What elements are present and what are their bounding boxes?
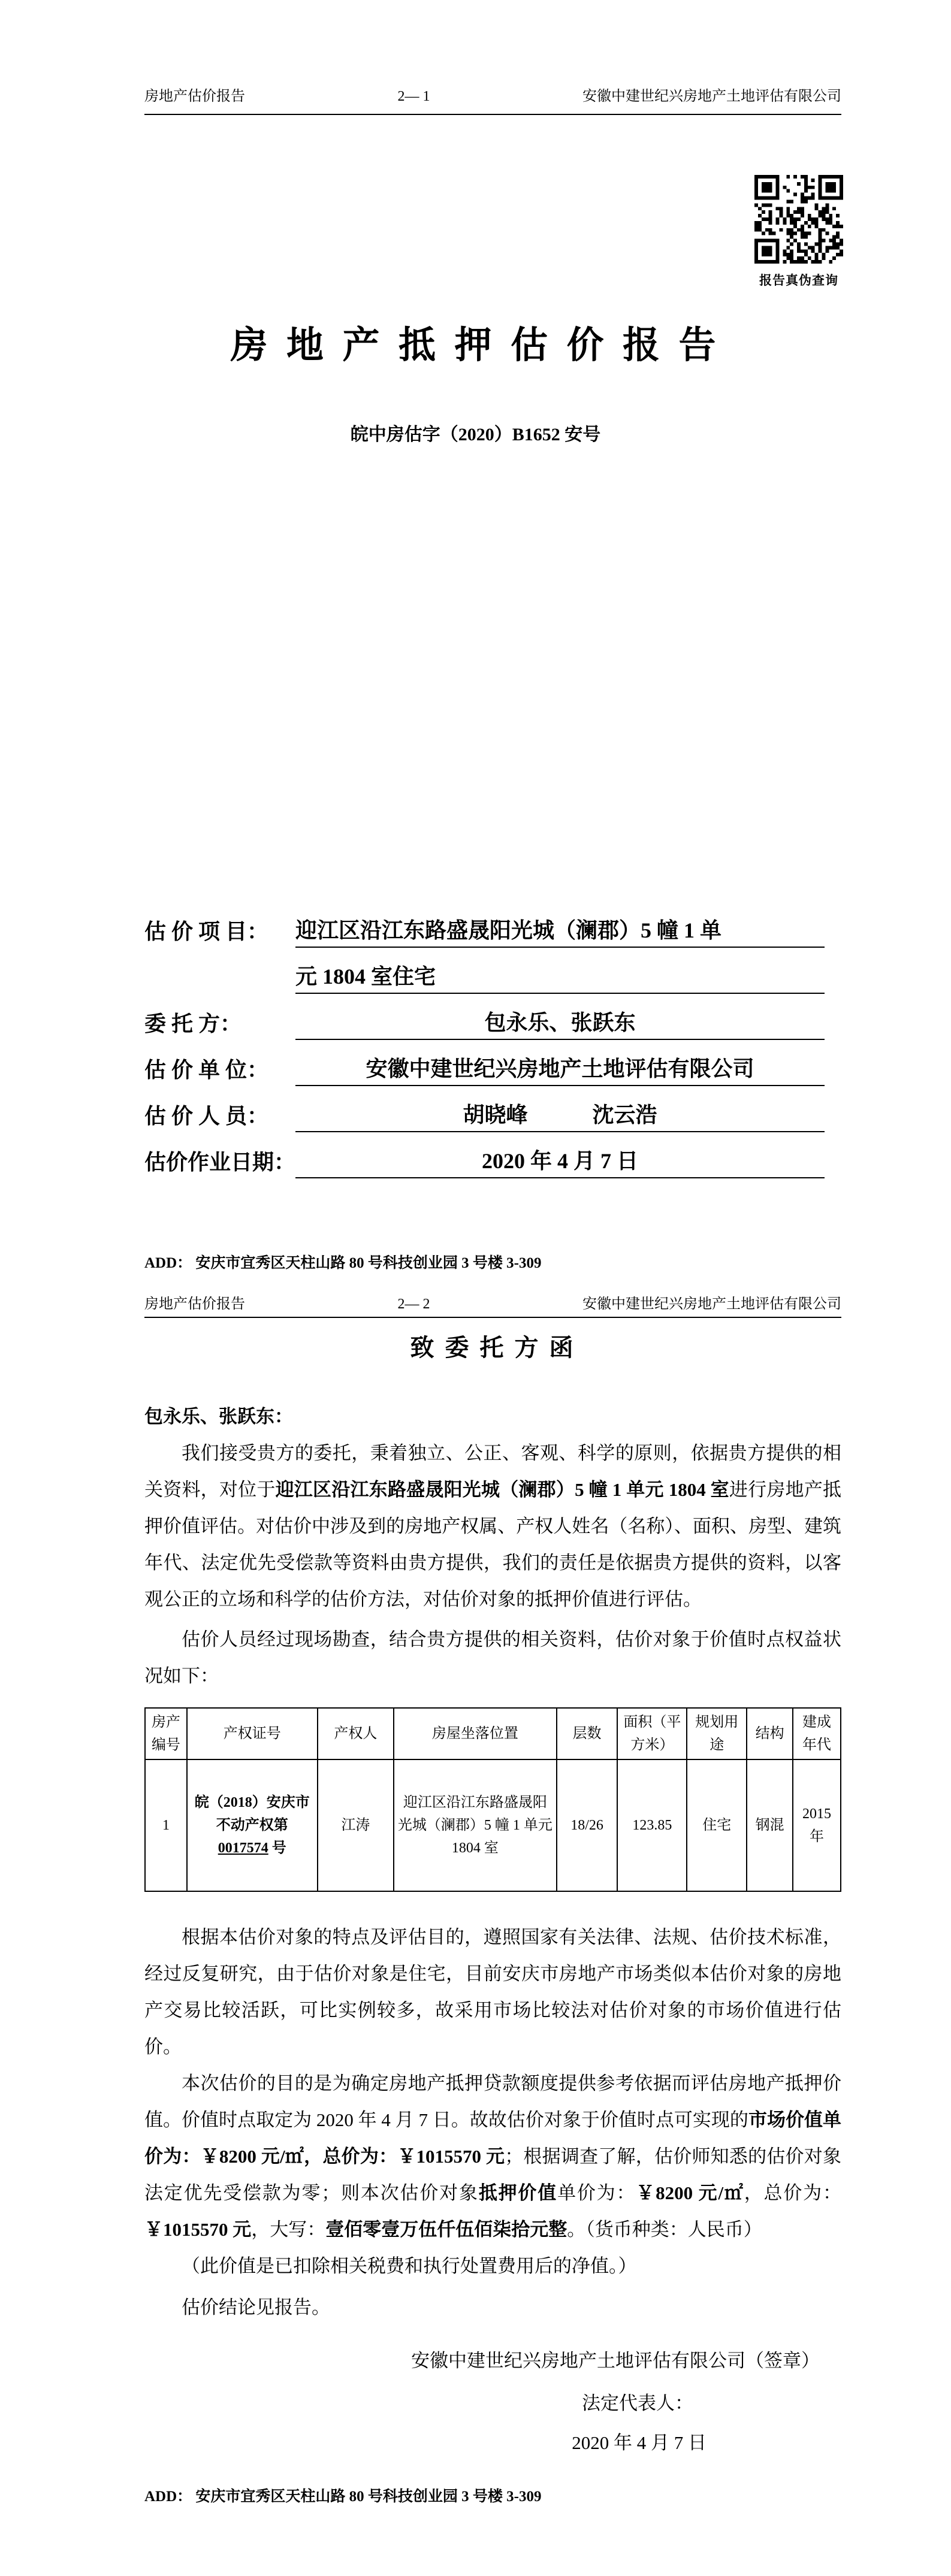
project-value-line1: 迎江区沿江东路盛晟阳光城（澜郡）5 幢 1 单 <box>295 917 825 948</box>
qr-caption: 报告真伪查询 <box>759 273 838 288</box>
th-location: 房屋坐落位置 <box>394 1708 556 1759</box>
form-row-appraisers <box>144 1086 825 1132</box>
cell-build-year: 2015 年 <box>793 1759 841 1891</box>
form-row-project-1 <box>144 902 825 948</box>
th-structure: 结构 <box>747 1708 793 1759</box>
page-header <box>144 1295 841 1313</box>
cover-form <box>144 902 825 1178</box>
paragraph-method: 根据本估价对象的特点及评估目的，遵照国家有关法律、法规、估价技术标准，经过反复研究，由于估价对象是住宅，目前安庆市房地产市场类似本估价对象的房地产交易比较活跃，可比实例较多，故采用市场比较法对估价对象的市场价值进行估价。 <box>144 1927 841 2057</box>
th-owner: 产权人 <box>318 1708 394 1759</box>
agency-value: 安徽中建世纪兴房地产土地评估有限公司 <box>295 1056 825 1086</box>
header-rule <box>144 114 841 115</box>
cell-area: 123.85 <box>617 1759 687 1891</box>
project-value-line2: 元 1804 室住宅 <box>295 963 825 994</box>
header-rule <box>144 1317 841 1318</box>
form-row-agency <box>144 1040 825 1086</box>
page-footer-address: ADD： 安庆市宜秀区天柱山路 80 号科技创业园 3 号楼 3-309 <box>144 2489 542 2505</box>
cell-cert-no: 皖（2018）安庆市不动产权第 0017574 号 <box>187 1759 318 1891</box>
rights-table <box>144 1707 841 1892</box>
salutation: 包永乐、张跃东： <box>144 1406 293 1427</box>
form-row-date <box>144 1132 825 1178</box>
cell-owner: 江涛 <box>318 1759 394 1891</box>
signature-date: 2020 年 4 月 7 日 <box>572 2432 707 2453</box>
page-2 <box>0 1288 951 2576</box>
paragraph-intro: 我们接受贵方的委托，秉着独立、公正、客观、科学的原则，依据贵方提供的相关资料，对位于迎江区沿江东路盛晟阳光城（澜郡）5 幢 1 单元 1804 室进行房地产抵押价值评估。对估价中涉及到的房地产权属、产权人姓名（名称）、面积、房型、建筑年代、法定优先受偿款等资料由贵方提供，我们的责任是依据贵方提供的资料，以客观公正的立场和科学的估价方法，对估价对象的抵押价值进行评估。 <box>144 1443 842 1610</box>
agency-label: 估 价 单 位： <box>144 1058 269 1082</box>
cell-structure: 钢混 <box>747 1759 793 1891</box>
paragraph-valuation: 本次估价的目的是为确定房地产抵押贷款额度提供参考依据而评估房地产抵押价值。价值时点取定为 2020 年 4 月 7 日。故故估价对象于价值时点可实现的市场价值单价为：￥8200 元/㎡，总价为：￥1015570 元；根据调查了解，估价师知悉的估价对象法定优先受偿款为零；则本次估价对象抵押价值单价为：￥8200 元/㎡，总价为：￥1015570 元，大写：壹佰零壹万伍仟伍佰柒拾元整。（货币种类：人民币） <box>144 2073 842 2240</box>
header-doc-title: 房地产估价报告 <box>144 89 245 104</box>
th-property-no: 房产编号 <box>145 1708 187 1759</box>
header-page-number: 2— 2 <box>397 1296 430 1312</box>
header-company-name: 安徽中建世纪兴房地产土地评估有限公司 <box>582 89 841 104</box>
report-number: 皖中房估字（2020）B1652 安号 <box>350 425 601 445</box>
appraisers-value: 胡晓峰 沈云浩 <box>295 1102 825 1132</box>
header-page-number: 2— 1 <box>397 89 430 104</box>
cell-floors: 18/26 <box>557 1759 618 1891</box>
date-label: 估价作业日期： <box>144 1150 296 1174</box>
cell-location: 迎江区沿江东路盛晟阳光城（澜郡）5 幢 1 单元 1804 室 <box>394 1759 556 1891</box>
client-value: 包永乐、张跃东 <box>295 1009 825 1040</box>
report-title: 房 地 产 抵 押 估 价 报 告 <box>230 325 721 366</box>
qr-block <box>754 175 843 289</box>
page-header <box>144 87 841 105</box>
th-cert-no: 产权证号 <box>187 1708 318 1759</box>
signature-legal-rep: 法定代表人： <box>582 2393 693 2414</box>
th-planned-use: 规划用途 <box>687 1708 747 1759</box>
paragraph-survey: 估价人员经过现场勘查，结合贵方提供的相关资料，估价对象于价值时点权益状况如下： <box>144 1629 841 1686</box>
appraisers-label: 估 价 人 员： <box>144 1104 269 1128</box>
qr-code <box>754 175 843 264</box>
form-row-client <box>144 994 825 1040</box>
paragraph-conclusion: 估价结论见报告。 <box>182 2297 330 2318</box>
letter-title: 致 委 托 方 函 <box>410 1334 576 1361</box>
signature-company: 安徽中建世纪兴房地产土地评估有限公司（签章） <box>411 2350 820 2371</box>
paragraph-note: （此价值是已扣除相关税费和执行处置费用后的净值。） <box>182 2255 637 2276</box>
page-footer-address: ADD： 安庆市宜秀区天柱山路 80 号科技创业园 3 号楼 3-309 <box>144 1255 542 1271</box>
form-row-project-2 <box>144 948 825 994</box>
project-label-spacer <box>144 991 295 994</box>
header-doc-title: 房地产估价报告 <box>144 1296 245 1312</box>
cell-property-no: 1 <box>145 1759 187 1891</box>
th-area: 面积（平方米） <box>617 1708 687 1759</box>
header-company-name: 安徽中建世纪兴房地产土地评估有限公司 <box>582 1296 841 1312</box>
table-row <box>145 1759 841 1891</box>
th-build-year: 建成年代 <box>793 1708 841 1759</box>
th-floors: 层数 <box>557 1708 618 1759</box>
cell-planned-use: 住宅 <box>687 1759 747 1891</box>
project-label: 估 价 项 目： <box>144 920 269 944</box>
table-header-row <box>145 1708 841 1759</box>
date-value: 2020 年 4 月 7 日 <box>295 1148 825 1178</box>
client-label: 委 托 方： <box>144 1012 242 1036</box>
